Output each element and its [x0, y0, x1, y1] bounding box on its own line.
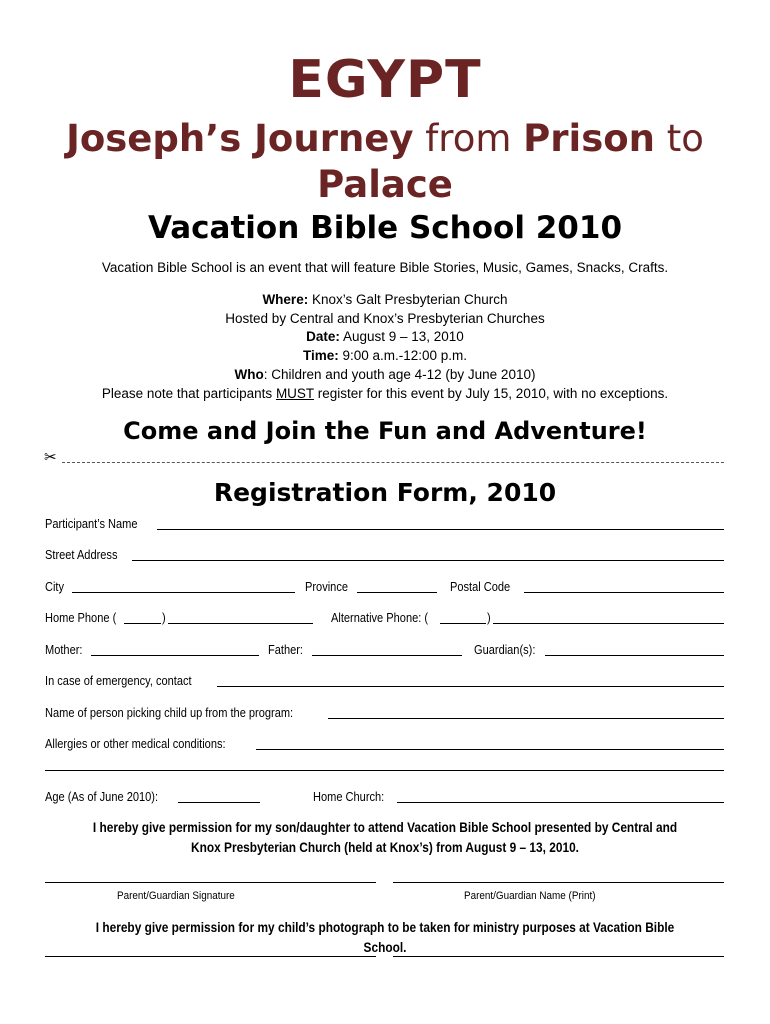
note-part1: Please note that participants: [101, 385, 273, 401]
cut-line: [62, 462, 724, 463]
home-church-label: Home Church:: [313, 789, 385, 804]
signature-label: Parent/Guardian Signature: [117, 890, 235, 902]
photo-permission-text: I hereby give permission for my child’s photograph to be taken for ministry purposes at Vacation Bible School.: [95, 920, 675, 955]
allergies-label: Allergies or other medical conditions:: [45, 736, 226, 751]
event-subtitle: [30, 116, 740, 208]
alt-phone-area-field[interactable]: [440, 623, 486, 624]
time-value: 9:00 a.m.-12:00 p.m.: [342, 348, 468, 364]
attendance-permission-text: I hereby give permission for my son/daughter to attend Vacation Bible School presented by Central and Knox Presbyterian Church (held at Knox’s) from August 9 – 13, 2010.: [92, 820, 678, 855]
where-label: Where:: [262, 292, 309, 307]
street-address-field[interactable]: [132, 560, 724, 561]
vbs-heading: Vacation Bible School 2010: [147, 210, 623, 246]
where-line: [0, 291, 770, 310]
photo-permission: [40, 918, 730, 957]
allergies-field-continued[interactable]: [45, 770, 724, 771]
home-phone-label: Home Phone (: [45, 610, 117, 625]
participant-name-field[interactable]: [157, 529, 724, 530]
signature-field[interactable]: [45, 882, 376, 883]
photo-print-name-field[interactable]: [393, 956, 724, 957]
who-value: : Children and youth age 4-12 (by June 2010): [263, 366, 536, 382]
home-phone-field[interactable]: [168, 623, 313, 624]
print-name-field[interactable]: [393, 882, 724, 883]
time-label: Time:: [302, 348, 339, 364]
form-title: Registration Form, 2010: [213, 478, 557, 507]
date-label: Date:: [306, 329, 340, 345]
street-address-label: Street Address: [45, 547, 118, 562]
age-label: Age (As of June 2010):: [45, 789, 159, 804]
alt-phone-label: Alternative Phone: (: [331, 610, 429, 625]
postal-code-field[interactable]: [524, 592, 724, 593]
hosted-line: Hosted by Central and Knox’s Presbyterian Churches: [225, 310, 545, 326]
subtitle-from: from: [425, 117, 512, 160]
print-name-label: Parent/Guardian Name (Print): [464, 890, 596, 902]
emergency-field[interactable]: [217, 686, 724, 687]
event-details: [0, 291, 770, 403]
pickup-field[interactable]: [328, 718, 724, 719]
note-part2: register for this event by July 15, 2010, with no exceptions.: [317, 385, 669, 401]
province-field[interactable]: [357, 592, 437, 593]
subtitle-joseph: Joseph’s Journey: [66, 117, 414, 160]
pickup-label: Name of person picking child up from the program:: [45, 705, 294, 720]
home-phone-paren: ): [162, 610, 166, 625]
photo-signature-field[interactable]: [45, 956, 376, 957]
age-field[interactable]: [178, 802, 260, 803]
city-label: City: [45, 579, 65, 594]
date-value: August 9 – 13, 2010: [342, 329, 464, 345]
subtitle-palace: Palace: [317, 163, 453, 206]
participant-name-label: Participant’s Name: [45, 516, 138, 531]
subtitle-prison: Prison: [523, 117, 655, 160]
father-label: Father:: [268, 642, 304, 657]
guardian-label: Guardian(s):: [474, 642, 536, 657]
scissors-icon: ✂: [44, 449, 57, 466]
alt-phone-paren: ): [487, 610, 491, 625]
allergies-field[interactable]: [256, 749, 724, 750]
page-title: EGYPT: [288, 50, 482, 110]
attendance-permission: [40, 818, 730, 857]
father-field[interactable]: [312, 655, 462, 656]
emergency-label: In case of emergency, contact: [45, 673, 192, 688]
postal-code-label: Postal Code: [450, 579, 511, 594]
intro-text: Vacation Bible School is an event that will feature Bible Stories, Music, Games, Snacks, Crafts.: [101, 260, 669, 275]
guardian-field[interactable]: [545, 655, 724, 656]
who-label: Who: [234, 366, 264, 382]
who-line: [0, 366, 770, 385]
time-line: [0, 347, 770, 366]
date-line: [0, 328, 770, 347]
mother-field[interactable]: [91, 655, 259, 656]
home-church-field[interactable]: [397, 802, 724, 803]
where-value: Knox’s Galt Presbyterian Church: [311, 292, 508, 307]
province-label: Province: [305, 579, 348, 594]
home-phone-area-field[interactable]: [124, 623, 161, 624]
subtitle-to: to: [666, 117, 704, 160]
mother-label: Mother:: [45, 642, 83, 657]
note-must: MUST: [275, 385, 314, 401]
alt-phone-field[interactable]: [493, 623, 724, 624]
city-field[interactable]: [72, 592, 295, 593]
call-to-action: Come and Join the Fun and Adventure!: [123, 417, 647, 445]
deadline-note: [0, 385, 770, 404]
